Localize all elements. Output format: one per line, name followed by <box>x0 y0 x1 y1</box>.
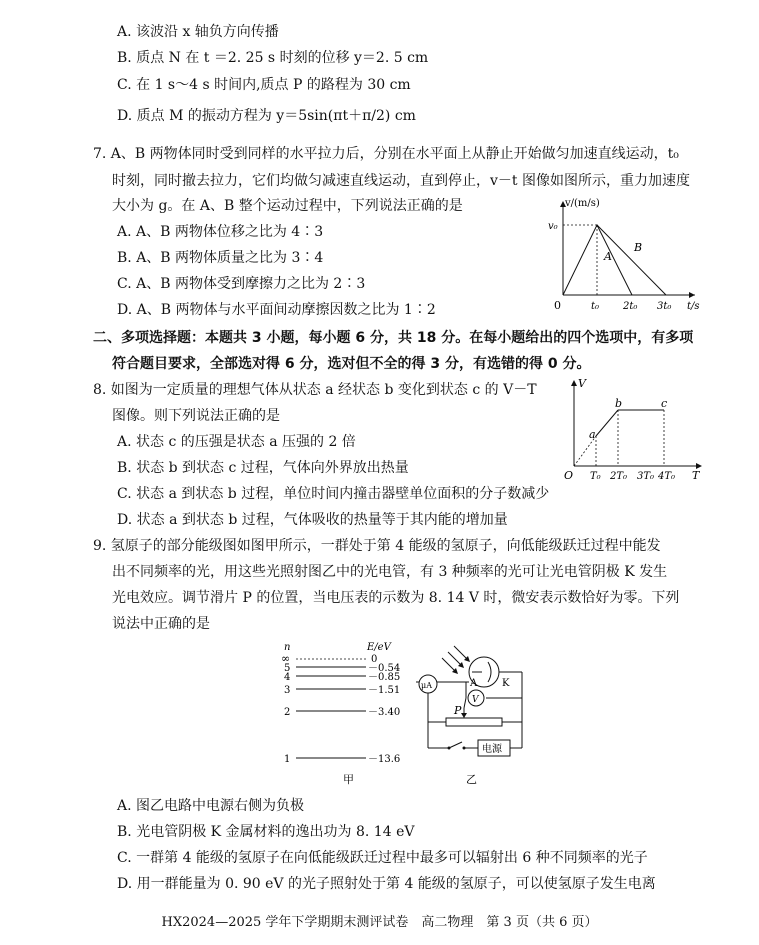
q7-stem-line2: 时刻，同时撤去拉力，它们均做匀减速直线运动，直到停止，v－t 图像如图所示，重力加速度 <box>112 173 690 189</box>
q7-option-c: C. A、B 两物体受到摩擦力之比为 2∶3 <box>117 276 366 292</box>
q7-stem-line1: 7. A、B 两物体同时受到同样的水平拉力后，分别在水平面上从静止开始做匀加速直线运动，t₀ <box>93 146 679 162</box>
q8-state-c: c <box>661 397 668 410</box>
level-1-label: 1 <box>284 754 291 765</box>
slider-tip <box>461 713 467 718</box>
level-5-energy: －0.54 <box>368 663 401 674</box>
q8-state-a: a <box>589 428 596 441</box>
q8-option-c: C. 状态 a 到状态 b 过程，单位时间内撞击器壁单位面积的分子数减少 <box>117 486 550 502</box>
q6-option-a: A. 该波沿 x 轴负方向传播 <box>117 24 279 40</box>
q8-t1-label: T₀ <box>590 471 601 482</box>
level-3-energy: －1.51 <box>368 685 401 696</box>
q7-t-axis-arrow <box>689 292 695 298</box>
q9-option-c: C. 一群第 4 能级的氢原子在向低能级跃迁过程中最多可以辐射出 6 种不同频率的光子 <box>117 850 648 866</box>
q7-t0-label: t₀ <box>591 301 600 312</box>
level-inf-label: ∞ <box>281 652 291 665</box>
slider-wire <box>464 698 466 708</box>
slider-label: P <box>454 704 462 717</box>
q7-curve-b-label: B <box>634 241 643 254</box>
q9-energy-level-diagram <box>278 640 418 788</box>
q9-option-b: B. 光电管阴极 K 金属材料的逸出功为 8. 14 eV <box>117 824 415 840</box>
q7-xlabel: t/s <box>687 301 700 312</box>
q6-option-d: D. 质点 M 的振动方程为 y＝5sin(πt＋π/2) cm <box>117 108 416 124</box>
level-1-energy: －13.6 <box>368 754 401 765</box>
q6-option-c: C. 在 1 s～4 s 时间内,质点 P 的路程为 30 cm <box>117 77 411 93</box>
q8-t3-label: 3T₀ <box>637 471 655 482</box>
q7-stem-line3: 大小为 g。在 A、B 整个运动过程中，下列说法正确的是 <box>112 198 463 214</box>
q7-2t0-label: 2t₀ <box>623 301 638 312</box>
q7-curve-a-label: A <box>604 250 612 263</box>
q7-3t0-label: 3t₀ <box>657 301 672 312</box>
phototube-cathode <box>488 662 491 682</box>
q6-option-b: B. 质点 N 在 t ＝2. 25 s 时刻的位移 y＝2. 5 cm <box>117 50 429 66</box>
microammeter-label: μA <box>421 681 432 690</box>
q9-stem-line4: 说法中正确的是 <box>112 616 210 632</box>
q8-stem-line1: 8. 如图为一定质量的理想气体从状态 a 经状态 b 变化到状态 c 的 V－T <box>93 382 537 398</box>
q8-state-b: b <box>615 397 623 410</box>
q7-option-d: D. A、B 两物体与水平面间动摩擦因数之比为 1∶2 <box>117 302 436 318</box>
q8-t2-label: 2T₀ <box>610 471 628 482</box>
q7-option-b: B. A、B 两物体质量之比为 3∶4 <box>117 250 324 266</box>
level-4-energy: －0.85 <box>368 672 401 683</box>
q9-stem-line2: 出不同频率的光，用这些光照射图乙中的光电管，有 3 种频率的光可让光电管阴极 K 发生 <box>112 564 668 580</box>
q8-stem-line2: 图像。则下列说法正确的是 <box>112 408 280 424</box>
page-footer: HX2024—2025 学年下学期期末测评试卷 高二物理 第 3 页（共 6 页） <box>161 915 598 930</box>
q8-v-label: V <box>578 377 586 390</box>
level-3-label: 3 <box>284 685 291 696</box>
q7-v0-label: v₀ <box>548 221 558 232</box>
light-ray-1 <box>454 646 468 660</box>
anode-label: A <box>470 678 478 689</box>
q8-line-ab <box>596 410 618 436</box>
q7-origin: 0 <box>554 299 561 312</box>
q8-origin: O <box>564 469 574 482</box>
q8-v-axis-arrow <box>571 380 577 386</box>
level-e-header: E/eV <box>367 642 391 653</box>
q8-vt-graph <box>560 376 710 488</box>
q7-ylabel: v/(m/s) <box>565 198 600 209</box>
cathode-label: K <box>502 678 510 689</box>
q8-option-b: B. 状态 b 到状态 c 过程，气体向外界放出热量 <box>117 460 409 476</box>
diagram-yi-caption: 乙 <box>466 773 477 786</box>
light-ray-3 <box>442 658 456 672</box>
q7-option-a: A. A、B 两物体位移之比为 4∶3 <box>117 224 324 240</box>
q9-stem-line1: 9. 氢原子的部分能级图如图甲所示，一群处于第 4 能级的氢原子，向低能级跃迁过程中能发 <box>93 538 661 554</box>
light-ray-2 <box>448 652 462 666</box>
power-source-label: 电源 <box>482 744 502 755</box>
q8-option-a: A. 状态 c 的压强是状态 a 压强的 2 倍 <box>117 434 356 450</box>
level-inf-energy: 0 <box>371 654 378 665</box>
q8-t-label: T <box>692 469 700 482</box>
level-2-label: 2 <box>284 707 291 718</box>
q8-t4-label: 4T₀ <box>658 471 676 482</box>
level-2-energy: －3.40 <box>368 707 401 718</box>
section2-heading-line2: 符合题目要求，全部选对得 6 分，选对但不全的得 3 分，有选错的得 0 分。 <box>112 356 591 372</box>
q9-photoelectric-circuit <box>414 640 532 788</box>
section2-heading-line1: 二、多项选择题：本题共 3 小题，每小题 6 分，共 18 分。在每小题给出的四个选项中，有多项 <box>93 330 694 346</box>
q9-stem-line3: 光电效应。调节滑片 P 的位置，当电压表的示数为 8. 14 V 时，微安表示数恰好为零。下列 <box>112 590 680 606</box>
switch-blade <box>449 742 462 748</box>
level-n-header: n <box>284 642 291 653</box>
q7-line-a <box>563 225 632 295</box>
q7-vt-graph <box>545 195 715 325</box>
q9-option-d: D. 用一群能量为 0. 90 eV 的光子照射处于第 4 能级的氢原子，可以使氢原子发生电离 <box>117 876 656 892</box>
level-5-label: 5 <box>284 663 291 674</box>
q8-option-d: D. 状态 a 到状态 b 过程，气体吸收的热量等于其内能的增加量 <box>117 512 508 528</box>
voltmeter-label: V <box>472 695 479 705</box>
rheostat <box>446 718 502 726</box>
level-4-label: 4 <box>284 672 291 683</box>
q9-option-a: A. 图乙电路中电源右侧为负极 <box>117 798 305 814</box>
diagram-jia-caption: 甲 <box>343 773 354 786</box>
